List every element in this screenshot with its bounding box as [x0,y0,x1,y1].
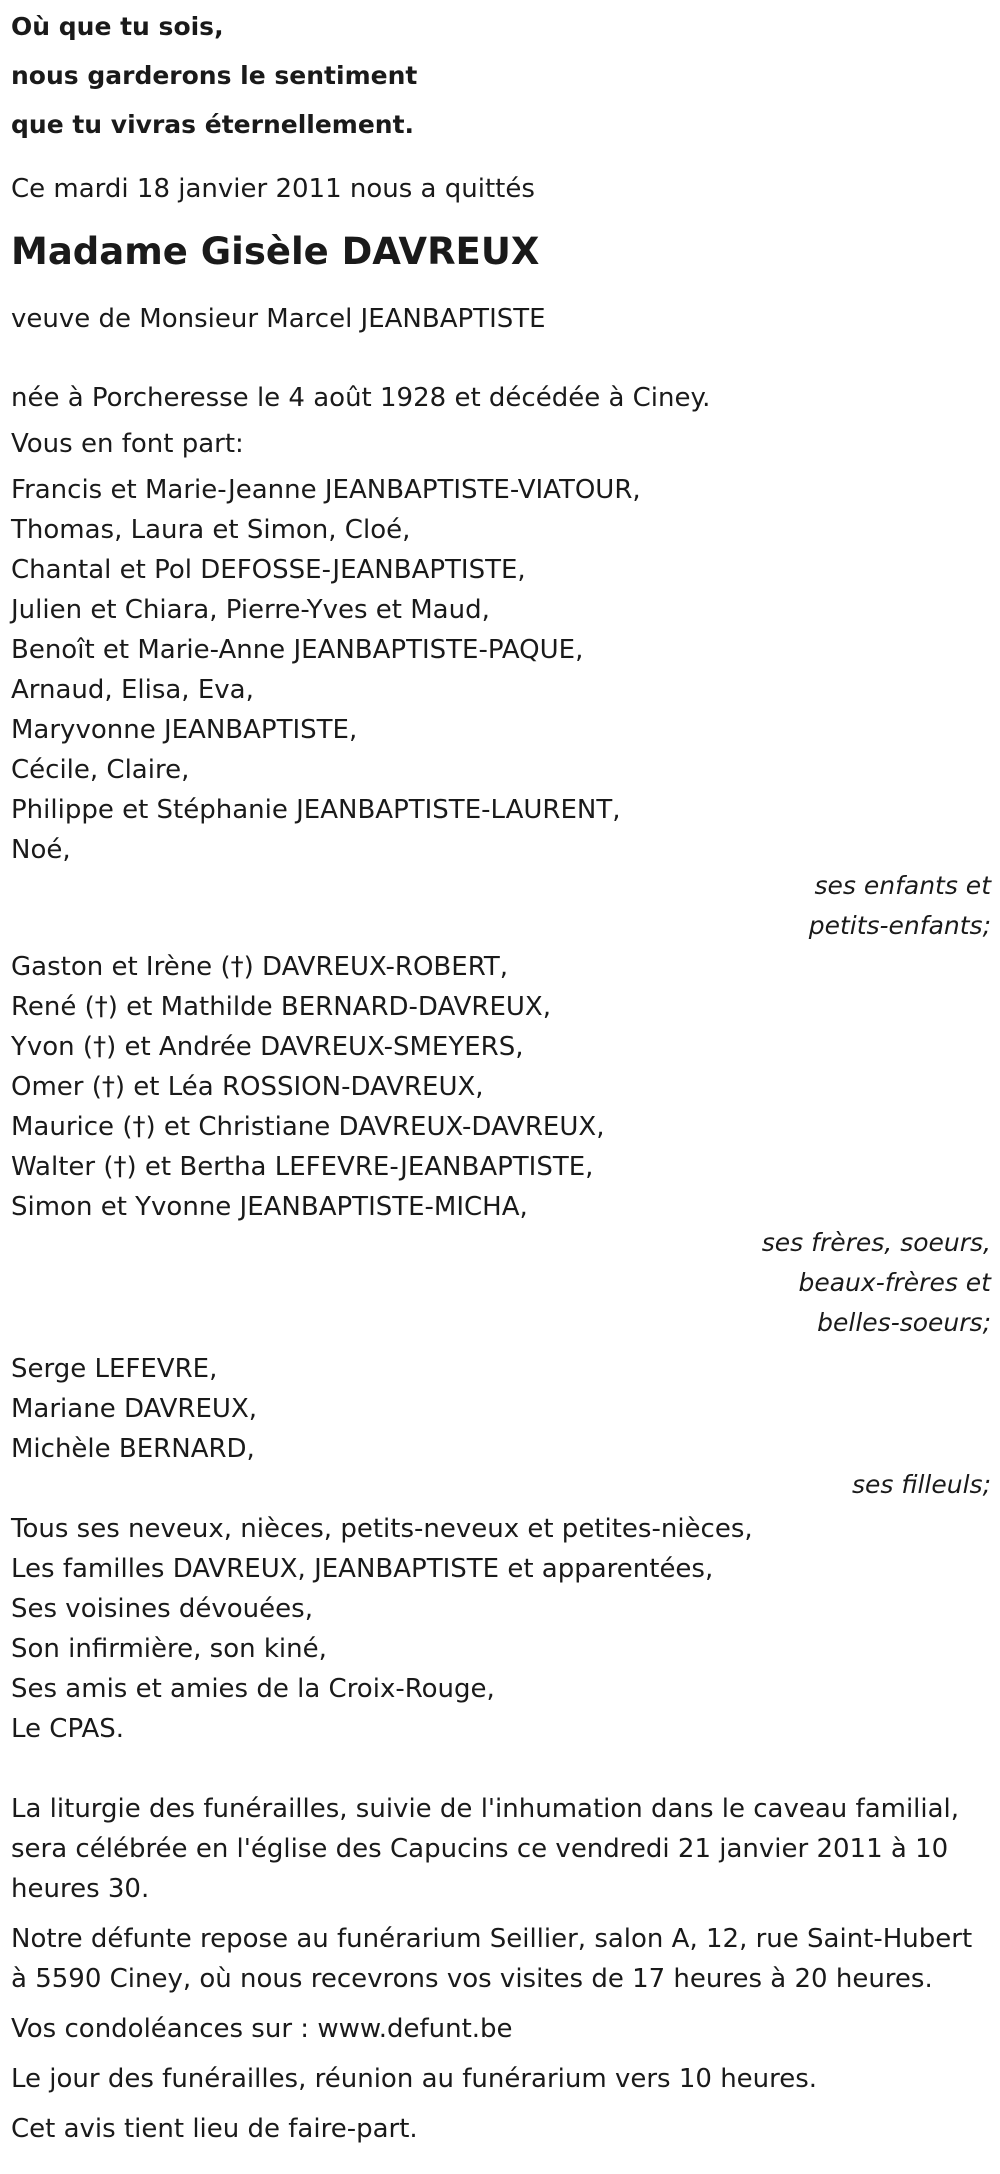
relation-line: beaux-frères et [798,1268,991,1297]
list-item: Serge LEFEVRE, [11,1354,218,1384]
list-item: Arnaud, Elisa, Eva, [11,675,254,705]
list-item: Tous ses neveux, nièces, petits-neveux et petites-nièces, [11,1514,753,1544]
list-item: Simon et Yvonne JEANBAPTISTE-MICHA, [11,1192,528,1222]
list-item: Ses voisines dévouées, [11,1594,313,1624]
birth-death-text: née à Porcheresse le 4 août 1928 et décédée à Ciney. [11,383,711,413]
widow-of-text: veuve de Monsieur Marcel JEANBAPTISTE [11,304,546,334]
relation-line: ses enfants et [814,871,991,900]
list-item: Francis et Marie-Jeanne JEANBAPTISTE-VIATOUR, [11,475,641,505]
godchildren-relation [11,1465,991,1505]
list-item: Julien et Chiara, Pierre-Yves et Maud, [11,595,490,625]
closing-text: Cet avis tient lieu de faire-part. [11,2114,418,2144]
verse-line: que tu vivras éternellement. [11,110,415,139]
siblings-relation [11,1223,991,1343]
list-item: Philippe et Stéphanie JEANBAPTISTE-LAURENT, [11,795,621,825]
meeting-text: Le jour des funérailles, réunion au funérarium vers 10 heures. [11,2064,818,2094]
list-item: Mariane DAVREUX, [11,1394,258,1424]
others-list [11,1509,991,1749]
list-item: Maryvonne JEANBAPTISTE, [11,715,358,745]
list-item: Son infirmière, son kiné, [11,1634,327,1664]
relation-line: ses filleuls; [851,1470,991,1499]
verse-line: nous garderons le sentiment [11,61,418,90]
list-item: Chantal et Pol DEFOSSE-JEANBAPTISTE, [11,555,526,585]
list-item: Le CPAS. [11,1714,125,1744]
liturgy-paragraph [11,1789,991,1909]
siblings-list [11,947,991,1227]
list-item: Noé, [11,835,71,865]
paragraph-line: à 5590 Ciney, où nous recevrons vos visites de 17 heures à 20 heures. [11,1964,933,1994]
paragraph-line: Notre défunte repose au funérarium Seillier, salon A, 12, rue Saint-Hubert [11,1924,973,1954]
list-item: Maurice (†) et Christiane DAVREUX-DAVREUX, [11,1112,605,1142]
list-item: Yvon (†) et Andrée DAVREUX-SMEYERS, [11,1032,524,1062]
list-item: Les familles DAVREUX, JEANBAPTISTE et apparentées, [11,1554,714,1584]
list-item: Gaston et Irène (†) DAVREUX-ROBERT, [11,952,509,982]
verse-line: Où que tu sois, [11,12,224,41]
list-item: Ses amis et amies de la Croix-Rouge, [11,1674,495,1704]
children-relation [11,866,991,946]
relation-line: belles-soeurs; [817,1308,991,1337]
obituary-notice [11,0,991,2149]
announce-text: Vous en font part: [11,429,244,459]
list-item: René (†) et Mathilde BERNARD-DAVREUX, [11,992,551,1022]
relation-line: ses frères, soeurs, [761,1228,991,1257]
paragraph-line: heures 30. [11,1874,150,1904]
paragraph-line: La liturgie des funérailles, suivie de l'inhumation dans le caveau familial, [11,1794,960,1824]
list-item: Cécile, Claire, [11,755,190,785]
relation-line: petits-enfants; [808,911,991,940]
list-item: Omer (†) et Léa ROSSION-DAVREUX, [11,1072,484,1102]
godchildren-list [11,1349,991,1469]
list-item: Michèle BERNARD, [11,1434,255,1464]
verse [11,2,991,149]
children-list [11,470,991,870]
list-item: Thomas, Laura et Simon, Cloé, [11,515,411,545]
paragraph-line: sera célébrée en l'église des Capucins ce vendredi 21 janvier 2011 à 10 [11,1834,949,1864]
list-item: Benoît et Marie-Anne JEANBAPTISTE-PAQUE, [11,635,584,665]
deceased-name: Madame Gisèle DAVREUX [11,230,540,273]
condolences-text: Vos condoléances sur : www.defunt.be [11,2014,513,2044]
visitation-paragraph [11,1919,991,1999]
intro-text: Ce mardi 18 janvier 2011 nous a quittés [11,174,535,204]
list-item: Walter (†) et Bertha LEFEVRE-JEANBAPTISTE, [11,1152,594,1182]
